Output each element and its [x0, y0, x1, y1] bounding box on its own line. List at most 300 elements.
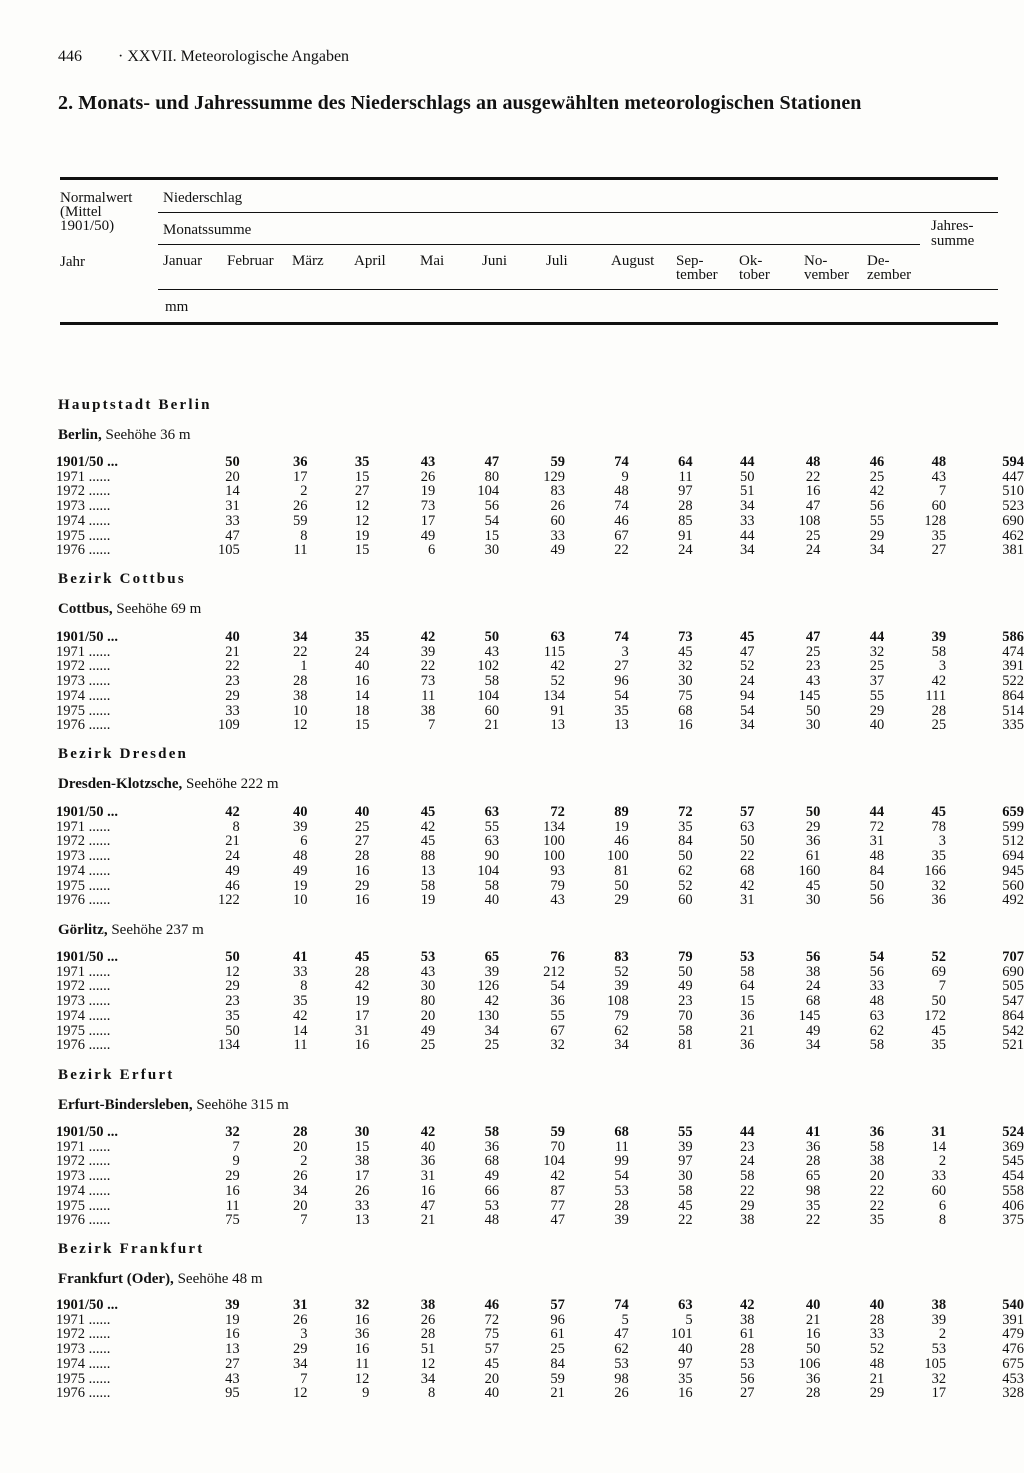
monthly-value-cell: 39: [614, 978, 629, 995]
table-row: [56, 674, 1024, 689]
monthly-value-cell: 12: [225, 963, 240, 980]
monthly-value-cell: 11: [293, 1037, 308, 1054]
monthly-value-cell: 98: [614, 1370, 629, 1387]
year-cell: 1976 ......: [56, 542, 111, 559]
monthly-value-cell: 16: [678, 1385, 693, 1402]
monthly-value-cell: 29: [225, 687, 240, 704]
monthly-value-cell: 34: [293, 1182, 308, 1199]
station-elevation: Seehöhe 222 m: [182, 776, 279, 792]
monthly-value-cell: 1: [300, 658, 308, 675]
monthly-value-cell: 36: [354, 1326, 370, 1343]
year-cell: 1976 ......: [56, 1037, 111, 1054]
annual-sum-cell: 462: [1002, 527, 1024, 544]
annual-sum-cell: 512: [1002, 833, 1024, 850]
monthly-value-cell: 21: [550, 1385, 565, 1402]
monthly-value-cell: 30: [484, 542, 500, 559]
monthly-value-cell: 35: [293, 993, 308, 1010]
monthly-value-cell: 48: [484, 1212, 500, 1229]
monthly-value-cell: 47: [740, 643, 755, 660]
monthly-value-cell: 21: [805, 1311, 821, 1328]
table-row: [56, 455, 1024, 470]
monthly-value-cell: 58: [869, 1037, 885, 1054]
monthly-value-cell: 45: [931, 1022, 947, 1039]
precipitation-table: [56, 630, 1024, 733]
monthly-value-cell: 25: [805, 643, 821, 660]
month-header-jan: Januar: [163, 253, 203, 269]
monthly-value-cell: 31: [354, 1022, 370, 1039]
monthly-value-cell: 83: [550, 483, 565, 500]
monthly-value-cell: 87: [550, 1182, 565, 1199]
monthly-value-cell: 38: [293, 687, 308, 704]
monthly-value-cell: 15: [354, 468, 370, 485]
monthly-value-cell: 12: [354, 512, 370, 529]
monthly-value-cell: 15: [354, 542, 370, 559]
monthly-value-cell: 46: [484, 1297, 500, 1313]
monthly-value-cell: 56: [739, 1370, 755, 1387]
monthly-value-cell: 16: [420, 1182, 436, 1199]
monthly-value-cell: 43: [225, 1370, 240, 1387]
monthly-value-cell: 40: [805, 1297, 821, 1313]
monthly-value-cell: 42: [420, 629, 436, 645]
monthly-value-cell: 16: [354, 1311, 370, 1328]
monthly-value-cell: 29: [354, 877, 370, 894]
table-row: [56, 1357, 1024, 1372]
monthly-value-cell: 27: [614, 658, 629, 675]
monthly-value-cell: 48: [869, 848, 885, 865]
table-row: [56, 1386, 1024, 1401]
monthly-value-cell: 129: [543, 468, 565, 485]
table-row: [56, 718, 1024, 733]
monthly-value-cell: 108: [798, 512, 821, 529]
monthly-value-cell: 22: [678, 1212, 693, 1229]
monthly-value-cell: 41: [805, 1124, 821, 1140]
monthly-value-cell: 12: [354, 498, 370, 515]
monthly-value-cell: 36: [805, 1370, 821, 1387]
monthly-value-cell: 42: [293, 1007, 308, 1024]
monthly-value-cell: 32: [931, 1370, 947, 1387]
monthly-value-cell: 74: [614, 629, 629, 645]
monthly-value-cell: 16: [678, 717, 693, 734]
table-row: [56, 704, 1024, 719]
monthly-value-cell: 36: [805, 1138, 821, 1155]
monthly-value-cell: 73: [420, 673, 436, 690]
monthly-value-cell: 35: [354, 454, 370, 470]
monthly-value-cell: 53: [739, 1355, 755, 1372]
monthly-value-cell: 38: [805, 963, 821, 980]
monthly-value-cell: 115: [543, 643, 565, 660]
table-row: [56, 514, 1024, 529]
monthly-value-cell: 24: [740, 1153, 755, 1170]
monthly-value-cell: 106: [798, 1355, 821, 1372]
monthly-value-cell: 28: [354, 848, 370, 865]
monthly-value-cell: 6: [938, 1197, 947, 1214]
month-header-mai: Mai: [420, 253, 445, 269]
monthly-value-cell: 31: [739, 892, 755, 909]
monthly-value-cell: 16: [805, 483, 821, 500]
station-heading: [58, 601, 201, 618]
monthly-value-cell: 28: [293, 673, 308, 690]
monthly-value-cell: 40: [420, 1138, 436, 1155]
monthly-value-cell: 11: [355, 1355, 370, 1372]
monthly-value-cell: 29: [740, 1197, 755, 1214]
monthly-value-cell: 21: [225, 833, 240, 850]
table-row: [56, 820, 1024, 835]
monthly-value-cell: 57: [550, 1297, 565, 1313]
monthly-value-cell: 24: [740, 673, 755, 690]
monthly-value-cell: 53: [931, 1341, 947, 1358]
monthly-value-cell: 28: [678, 498, 693, 515]
monthly-value-cell: 27: [354, 833, 370, 850]
monthly-value-cell: 36: [739, 1037, 755, 1054]
monthly-value-cell: 36: [420, 1153, 436, 1170]
chapter-title: · XXVII. Meteorologische Angaben: [118, 48, 350, 65]
monthly-value-cell: 91: [550, 702, 565, 719]
monthly-value-cell: 43: [420, 454, 436, 470]
precipitation-table: [56, 805, 1024, 908]
monthly-value-cell: 33: [869, 978, 885, 995]
table-row: [56, 950, 1024, 965]
monthly-value-cell: 31: [931, 1124, 947, 1140]
monthly-value-cell: 35: [354, 629, 370, 645]
year-cell: 1973 ......: [56, 498, 111, 515]
year-cell: 1972 ......: [56, 1326, 111, 1343]
year-cell: 1976 ......: [56, 1385, 111, 1402]
monthly-value-cell: 122: [217, 892, 240, 909]
header-top-rule: [60, 177, 998, 180]
monthly-value-cell: 58: [484, 877, 500, 894]
monthly-value-cell: 24: [805, 978, 821, 995]
year-cell: 1975 ......: [56, 1022, 111, 1039]
bezirk-heading: Bezirk Cottbus: [58, 571, 186, 587]
monthly-value-cell: 30: [354, 1124, 370, 1140]
monthly-value-cell: 2: [938, 1153, 947, 1170]
monthly-value-cell: 52: [550, 673, 565, 690]
monthly-value-cell: 62: [614, 1341, 629, 1358]
monthly-value-cell: 42: [550, 658, 565, 675]
monthly-value-cell: 25: [805, 527, 821, 544]
year-cell: 1901/50 ...: [56, 454, 119, 470]
station-heading: [58, 1271, 263, 1288]
monthly-value-cell: 49: [484, 1168, 500, 1185]
monthly-value-cell: 43: [420, 963, 436, 980]
monthly-value-cell: 22: [225, 658, 240, 675]
monthly-value-cell: 59: [550, 1124, 565, 1140]
monthly-value-cell: 11: [421, 687, 436, 704]
monthly-value-cell: 34: [739, 542, 755, 559]
monthly-value-cell: 48: [805, 454, 821, 470]
monthly-value-cell: 34: [293, 629, 308, 645]
station-name: Cottbus,: [58, 601, 113, 617]
table-row: [56, 484, 1024, 499]
monthly-value-cell: 32: [550, 1037, 565, 1054]
year-cell: 1973 ......: [56, 1341, 111, 1358]
monthly-value-cell: 61: [739, 1326, 755, 1343]
station-heading: [58, 776, 279, 793]
monthly-value-cell: 29: [293, 1341, 308, 1358]
monthly-value-cell: 28: [614, 1197, 629, 1214]
monatssumme-rule: [158, 244, 920, 245]
annual-sum-cell: 492: [1002, 892, 1024, 909]
year-cell: 1901/50 ...: [56, 629, 119, 645]
monthly-value-cell: 3: [938, 833, 947, 850]
year-cell: 1901/50 ...: [56, 1297, 119, 1313]
month-header-nov: No-: [804, 253, 828, 269]
monthly-value-cell: 126: [477, 978, 500, 995]
monthly-value-cell: 12: [354, 1370, 370, 1387]
monthly-value-cell: 52: [678, 877, 693, 894]
monthly-value-cell: 72: [484, 1311, 500, 1328]
annual-sum-cell: 524: [1002, 1124, 1024, 1140]
table-row: [56, 1342, 1024, 1357]
monthly-value-cell: 40: [678, 1341, 693, 1358]
monthly-value-cell: 16: [354, 892, 370, 909]
monthly-value-cell: 45: [805, 877, 821, 894]
table-row: [56, 470, 1024, 485]
annual-sum-cell: 335: [1002, 717, 1024, 734]
normalwert-label: 1901/50): [60, 218, 115, 234]
monthly-value-cell: 63: [739, 818, 755, 835]
monthly-value-cell: 47: [420, 1197, 436, 1214]
monthly-value-cell: 25: [484, 1037, 500, 1054]
monthly-value-cell: 80: [484, 468, 500, 485]
monthly-value-cell: 50: [805, 702, 821, 719]
monthly-value-cell: 65: [805, 1168, 821, 1185]
monthly-value-cell: 34: [614, 1037, 629, 1054]
annual-sum-cell: 558: [1002, 1182, 1024, 1199]
monthly-value-cell: 98: [805, 1182, 821, 1199]
monthly-value-cell: 29: [614, 892, 629, 909]
monthly-value-cell: 25: [869, 658, 885, 675]
year-cell: 1971 ......: [56, 818, 111, 835]
year-cell: 1974 ......: [56, 1355, 111, 1372]
monthly-value-cell: 32: [869, 643, 885, 660]
annual-sum-cell: 375: [1002, 1212, 1024, 1229]
monthly-value-cell: 45: [484, 1355, 500, 1372]
monthly-value-cell: 84: [869, 862, 885, 879]
monthly-value-cell: 73: [420, 498, 436, 515]
year-cell: 1972 ......: [56, 833, 111, 850]
monthly-value-cell: 30: [420, 978, 436, 995]
monthly-value-cell: 8: [427, 1385, 436, 1402]
monthly-value-cell: 17: [293, 468, 308, 485]
monthly-value-cell: 40: [354, 658, 370, 675]
monthly-value-cell: 10: [293, 702, 308, 719]
niederschlag-header: Niederschlag: [163, 190, 243, 206]
month-header-dez: zember: [867, 267, 912, 283]
year-cell: 1972 ......: [56, 658, 111, 675]
monthly-value-cell: 44: [740, 1124, 755, 1140]
monthly-value-cell: 75: [678, 687, 693, 704]
monthly-value-cell: 28: [931, 702, 947, 719]
bezirk-heading: Bezirk Frankfurt: [58, 1241, 205, 1257]
monthly-value-cell: 16: [354, 1037, 370, 1054]
monthly-value-cell: 48: [869, 1355, 885, 1372]
monthly-value-cell: 3: [300, 1326, 308, 1343]
monthly-value-cell: 15: [354, 717, 370, 734]
monthly-value-cell: 72: [550, 804, 565, 820]
year-cell: 1976 ......: [56, 1212, 111, 1229]
table-row: [56, 529, 1024, 544]
month-header-okt: Ok-: [739, 253, 763, 269]
annual-sum-cell: 391: [1002, 658, 1024, 675]
monthly-value-cell: 32: [354, 1297, 370, 1313]
annual-sum-cell: 599: [1002, 818, 1024, 835]
table-row: [56, 864, 1024, 879]
monthly-value-cell: 36: [869, 1124, 885, 1140]
monthly-value-cell: 12: [293, 717, 308, 734]
monthly-value-cell: 62: [678, 862, 693, 879]
monthly-value-cell: 26: [550, 498, 565, 515]
monthly-value-cell: 49: [420, 1022, 436, 1039]
monthly-value-cell: 97: [678, 483, 693, 500]
monthly-value-cell: 46: [869, 454, 885, 470]
monthly-value-cell: 50: [739, 468, 755, 485]
monthly-value-cell: 60: [550, 512, 565, 529]
monthly-value-cell: 13: [225, 1341, 240, 1358]
monthly-value-cell: 50: [869, 877, 885, 894]
monthly-value-cell: 28: [420, 1326, 436, 1343]
monthly-value-cell: 40: [354, 804, 370, 820]
monthly-value-cell: 81: [614, 862, 629, 879]
monthly-value-cell: 166: [924, 862, 947, 879]
monthly-value-cell: 6: [300, 833, 308, 850]
monthly-value-cell: 61: [550, 1326, 565, 1343]
monthly-value-cell: 40: [484, 892, 500, 909]
table-row: [56, 893, 1024, 908]
monthly-value-cell: 25: [931, 717, 947, 734]
monthly-value-cell: 28: [805, 1385, 821, 1402]
monthly-value-cell: 25: [420, 1037, 436, 1054]
monthly-value-cell: 39: [420, 643, 436, 660]
monthly-value-cell: 16: [225, 1182, 240, 1199]
monthly-value-cell: 8: [938, 1212, 947, 1229]
year-cell: 1973 ......: [56, 993, 111, 1010]
annual-sum-cell: 521: [1002, 1037, 1024, 1054]
niederschlag-rule: [158, 212, 998, 213]
monthly-value-cell: 14: [354, 687, 370, 704]
monthly-value-cell: 38: [739, 1311, 755, 1328]
monthly-value-cell: 58: [740, 1168, 755, 1185]
annual-sum-cell: 381: [1002, 542, 1024, 559]
monthly-value-cell: 97: [678, 1355, 693, 1372]
monthly-value-cell: 45: [420, 833, 436, 850]
monthly-value-cell: 31: [225, 498, 240, 515]
monthly-value-cell: 66: [484, 1182, 500, 1199]
monthly-value-cell: 50: [739, 833, 755, 850]
monthly-value-cell: 56: [869, 498, 885, 515]
annual-sum-cell: 586: [1002, 629, 1024, 645]
monthly-value-cell: 29: [225, 978, 240, 995]
monthly-value-cell: 100: [543, 833, 565, 850]
monthly-value-cell: 52: [869, 1341, 885, 1358]
monthly-value-cell: 60: [931, 1182, 947, 1199]
monthly-value-cell: 26: [354, 1182, 370, 1199]
monthly-value-cell: 75: [225, 1212, 240, 1229]
year-cell: 1975 ......: [56, 1197, 111, 1214]
monthly-value-cell: 22: [739, 848, 755, 865]
monthly-value-cell: 15: [739, 993, 755, 1010]
monthly-value-cell: 31: [420, 1168, 436, 1185]
bezirk-heading: Hauptstadt Berlin: [58, 397, 212, 413]
monthly-value-cell: 42: [739, 1297, 755, 1313]
monthly-value-cell: 145: [798, 687, 821, 704]
monthly-value-cell: 57: [484, 1341, 500, 1358]
monthly-value-cell: 29: [869, 1385, 885, 1402]
monthly-value-cell: 16: [805, 1326, 821, 1343]
month-header-sep: tember: [676, 267, 718, 283]
monthly-value-cell: 26: [293, 1168, 308, 1185]
monthly-value-cell: 16: [354, 862, 370, 879]
monthly-value-cell: 18: [354, 702, 370, 719]
table-row: [56, 645, 1024, 660]
normalwert-label: (Mittel: [60, 204, 102, 220]
monthly-value-cell: 145: [798, 1007, 821, 1024]
annual-sum-cell: 454: [1002, 1168, 1024, 1185]
table-row: [56, 849, 1024, 864]
table-row: [56, 1184, 1024, 1199]
table-row: [56, 1009, 1024, 1024]
monthly-value-cell: 58: [484, 1124, 500, 1140]
monthly-value-cell: 53: [614, 1182, 629, 1199]
annual-sum-cell: 474: [1002, 643, 1024, 660]
monthly-value-cell: 53: [739, 949, 755, 965]
year-column-header: Jahr: [60, 254, 85, 270]
annual-sum-cell: 675: [1002, 1355, 1024, 1372]
monthly-value-cell: 34: [869, 542, 885, 559]
monthly-value-cell: 40: [225, 629, 240, 645]
annual-sum-cell: 560: [1002, 877, 1024, 894]
annual-sum-cell: 522: [1002, 673, 1024, 690]
page-title: 2. Monats- und Jahressumme des Niederschlags an ausgewählten meteorologischen Stationen: [58, 92, 862, 114]
annual-sum-cell: 447: [1002, 468, 1024, 485]
monthly-value-cell: 39: [225, 1297, 240, 1313]
month-header-feb: Februar: [227, 253, 274, 269]
monthly-value-cell: 8: [300, 978, 308, 995]
monthly-value-cell: 22: [869, 1197, 885, 1214]
month-header-okt: tober: [739, 267, 770, 283]
monthly-value-cell: 62: [614, 1022, 629, 1039]
monthly-value-cell: 16: [225, 1326, 240, 1343]
month-header-sep: Sep-: [676, 253, 704, 269]
monthly-value-cell: 44: [869, 804, 885, 820]
normalwert-label: Normalwert: [60, 190, 133, 206]
monthly-value-cell: 111: [925, 687, 947, 704]
monthly-value-cell: 12: [293, 1385, 308, 1402]
monthly-value-cell: 54: [550, 978, 565, 995]
monthly-value-cell: 35: [678, 1370, 693, 1387]
annual-sum-cell: 594: [1002, 454, 1024, 470]
year-cell: 1974 ......: [56, 1182, 111, 1199]
annual-sum-cell: 540: [1002, 1297, 1024, 1313]
monthly-value-cell: 19: [614, 818, 629, 835]
monthly-value-cell: 8: [232, 818, 240, 835]
monthly-value-cell: 19: [420, 483, 436, 500]
monthly-value-cell: 55: [678, 1124, 693, 1140]
table-row: [56, 1154, 1024, 1169]
precipitation-table: [56, 1298, 1024, 1401]
monthly-value-cell: 68: [739, 862, 755, 879]
monthly-value-cell: 79: [550, 877, 565, 894]
station-heading: [58, 1097, 289, 1114]
monthly-value-cell: 34: [293, 1355, 308, 1372]
monthly-value-cell: 40: [869, 717, 885, 734]
monthly-value-cell: 59: [550, 1370, 565, 1387]
monthly-value-cell: 50: [678, 848, 693, 865]
monthly-value-cell: 49: [293, 862, 308, 879]
monthly-value-cell: 55: [869, 512, 885, 529]
table-row: [56, 1298, 1024, 1313]
year-cell: 1971 ......: [56, 643, 111, 660]
